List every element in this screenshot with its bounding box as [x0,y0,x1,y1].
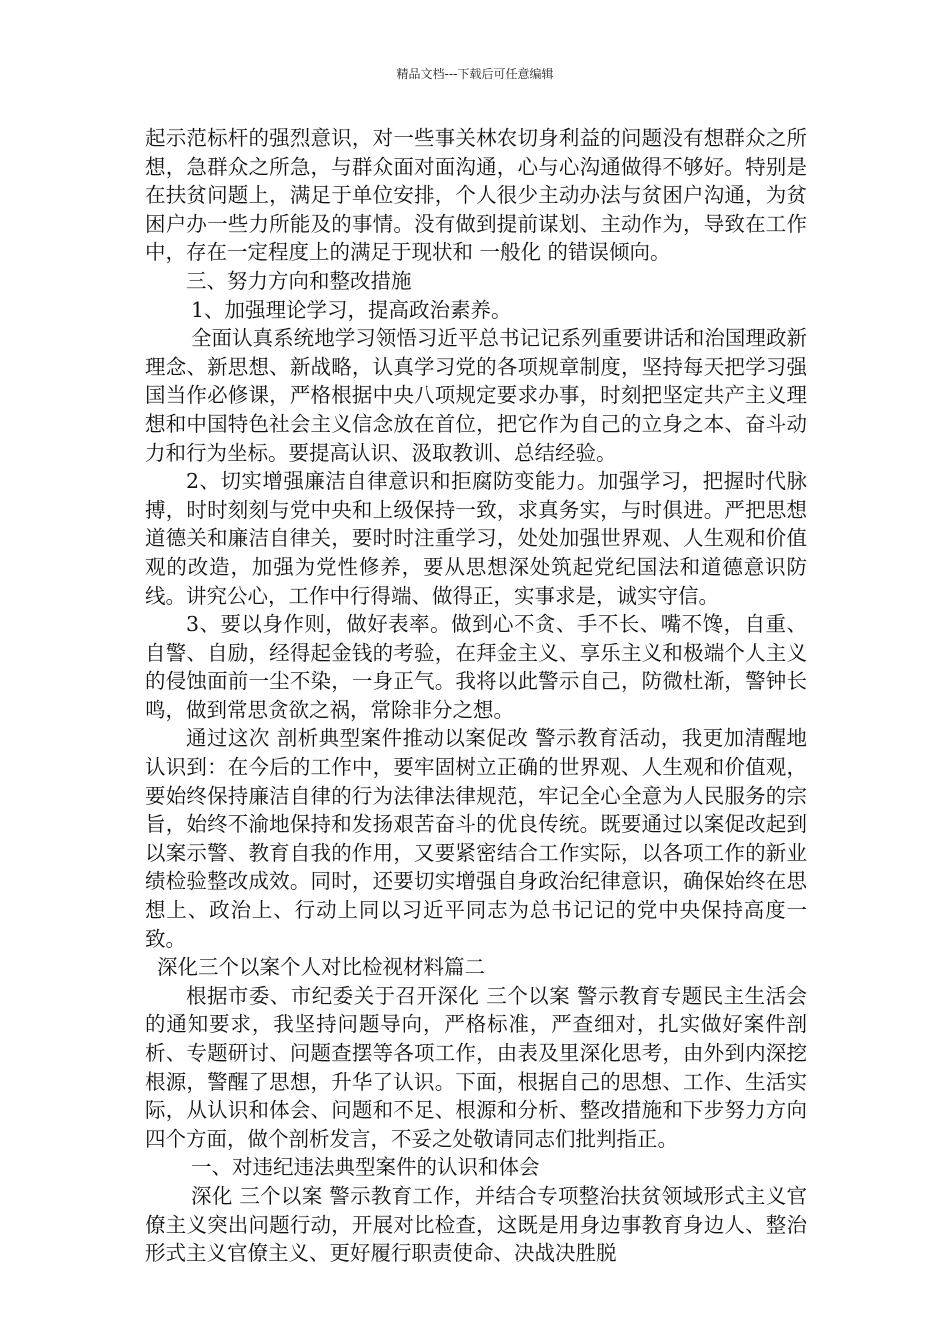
paragraph: 全面认真系统地学习领悟习近平总书记记系列重要讲话和治国理政新理念、新思想、新战略，认真学习党的各项规章制度，坚持每天把学习强国当作必修课，严格根据中央八项规定要求办事，时刻把坚定共产主义理想和中国特色社会主义信念放在首位，把它作为自己的立身之本、奋斗动力和行为坐标。要提高认识、汲取教训、总结经验。 [145,326,807,465]
section-heading: 三、努力方向和整改措施 [186,268,412,293]
paragraph: 深化 三个以案 警示教育工作，并结合专项整治扶贫领域形式主义官僚主义突出问题行动，开展对比检查，这既是用身边事教育身边人、整治形式主义官僚主义、更好履行职责使命、决战决胜脱 [145,1183,807,1266]
paragraph: 2、切实增强廉洁自律意识和拒腐防变能力。加强学习，把握时代脉搏，时时刻刻与党中央和上级保持一致，求真务实，与时俱进。严把思想道德关和廉洁自律关，要时时注重学习，处处加强世界观、人生观和价值观的改造，加强为党性修养，要从思想深处筑起党纪国法和道德意识防线。讲究公心，工作中行得端、做得正，实事求是，诚实守信。 [145,469,807,608]
subsection-heading: 1、加强理论学习，提高政治素养。 [191,297,512,322]
paragraph: 根据市委、市纪委关于召开深化 三个以案 警示教育专题民主生活会的通知要求，我坚持问题导向，严格标准，严查细对，扎实做好案件剖析、专题研讨、问题查摆等各项工作，由表及里深化思考，由外到内深挖根源，警醒了思想，升华了认识。下面，根据自己的思想、工作、生活实际，从认识和体会、问题和不足、根源和分析、整改措施和下步努力方向四个方面，做个剖析发言，不妥之处敬请同志们批判指正。 [145,983,807,1151]
page-header: 精品文档---下载后可任意编辑 [396,67,554,81]
paragraph: 3、要以身作则，做好表率。做到心不贪、手不长、嘴不馋，自重、自警、自励，经得起金钱的考验，在拜金主义、享乐主义和极端个人主义的侵蚀面前一尘不染，一身正气。我将以此警示自己，防微杜渐，警钟长鸣，做到常思贪欲之祸，常除非分之想。 [145,612,807,722]
paragraph: 通过这次 剖析典型案件推动以案促改 警示教育活动，我更加清醒地认识到：在今后的工作中，要牢固树立正确的世界观、人生观和价值观，要始终保持廉洁自律的行为法律法律规范，牢记全心全意为人民服务的宗旨，始终不渝地保持和发扬艰苦奋斗的优良传统。既要通过以案促改起到以案示警、教育自我的作用，又要紧密结合工作实际，以各项工作的新业绩检验整改成效。同时，还要切实增强自身政治纪律意识，确保始终在思想上、政治上、行动上同以习近平同志为总书记记的党中央保持高度一致。 [145,726,807,951]
document-body [145,124,807,1268]
article-title: 深化三个以案个人对比检视材料篇二 [157,955,485,980]
section-heading: 一、对违纪违法典型案件的认识和体会 [191,1155,540,1180]
paragraph: 起示范标杆的强烈意识，对一些事关林农切身利益的问题没有想群众之所想，急群众之所急，与群众面对面沟通，心与心沟通做得不够好。特别是在扶贫问题上，满足于单位安排，个人很少主动办法与贫困户沟通，为贫困户办一些力所能及的事情。没有做到提前谋划、主动作为，导致在工作中，存在一定程度上的满足于现状和 一般化 的错误倾向。 [145,126,807,265]
